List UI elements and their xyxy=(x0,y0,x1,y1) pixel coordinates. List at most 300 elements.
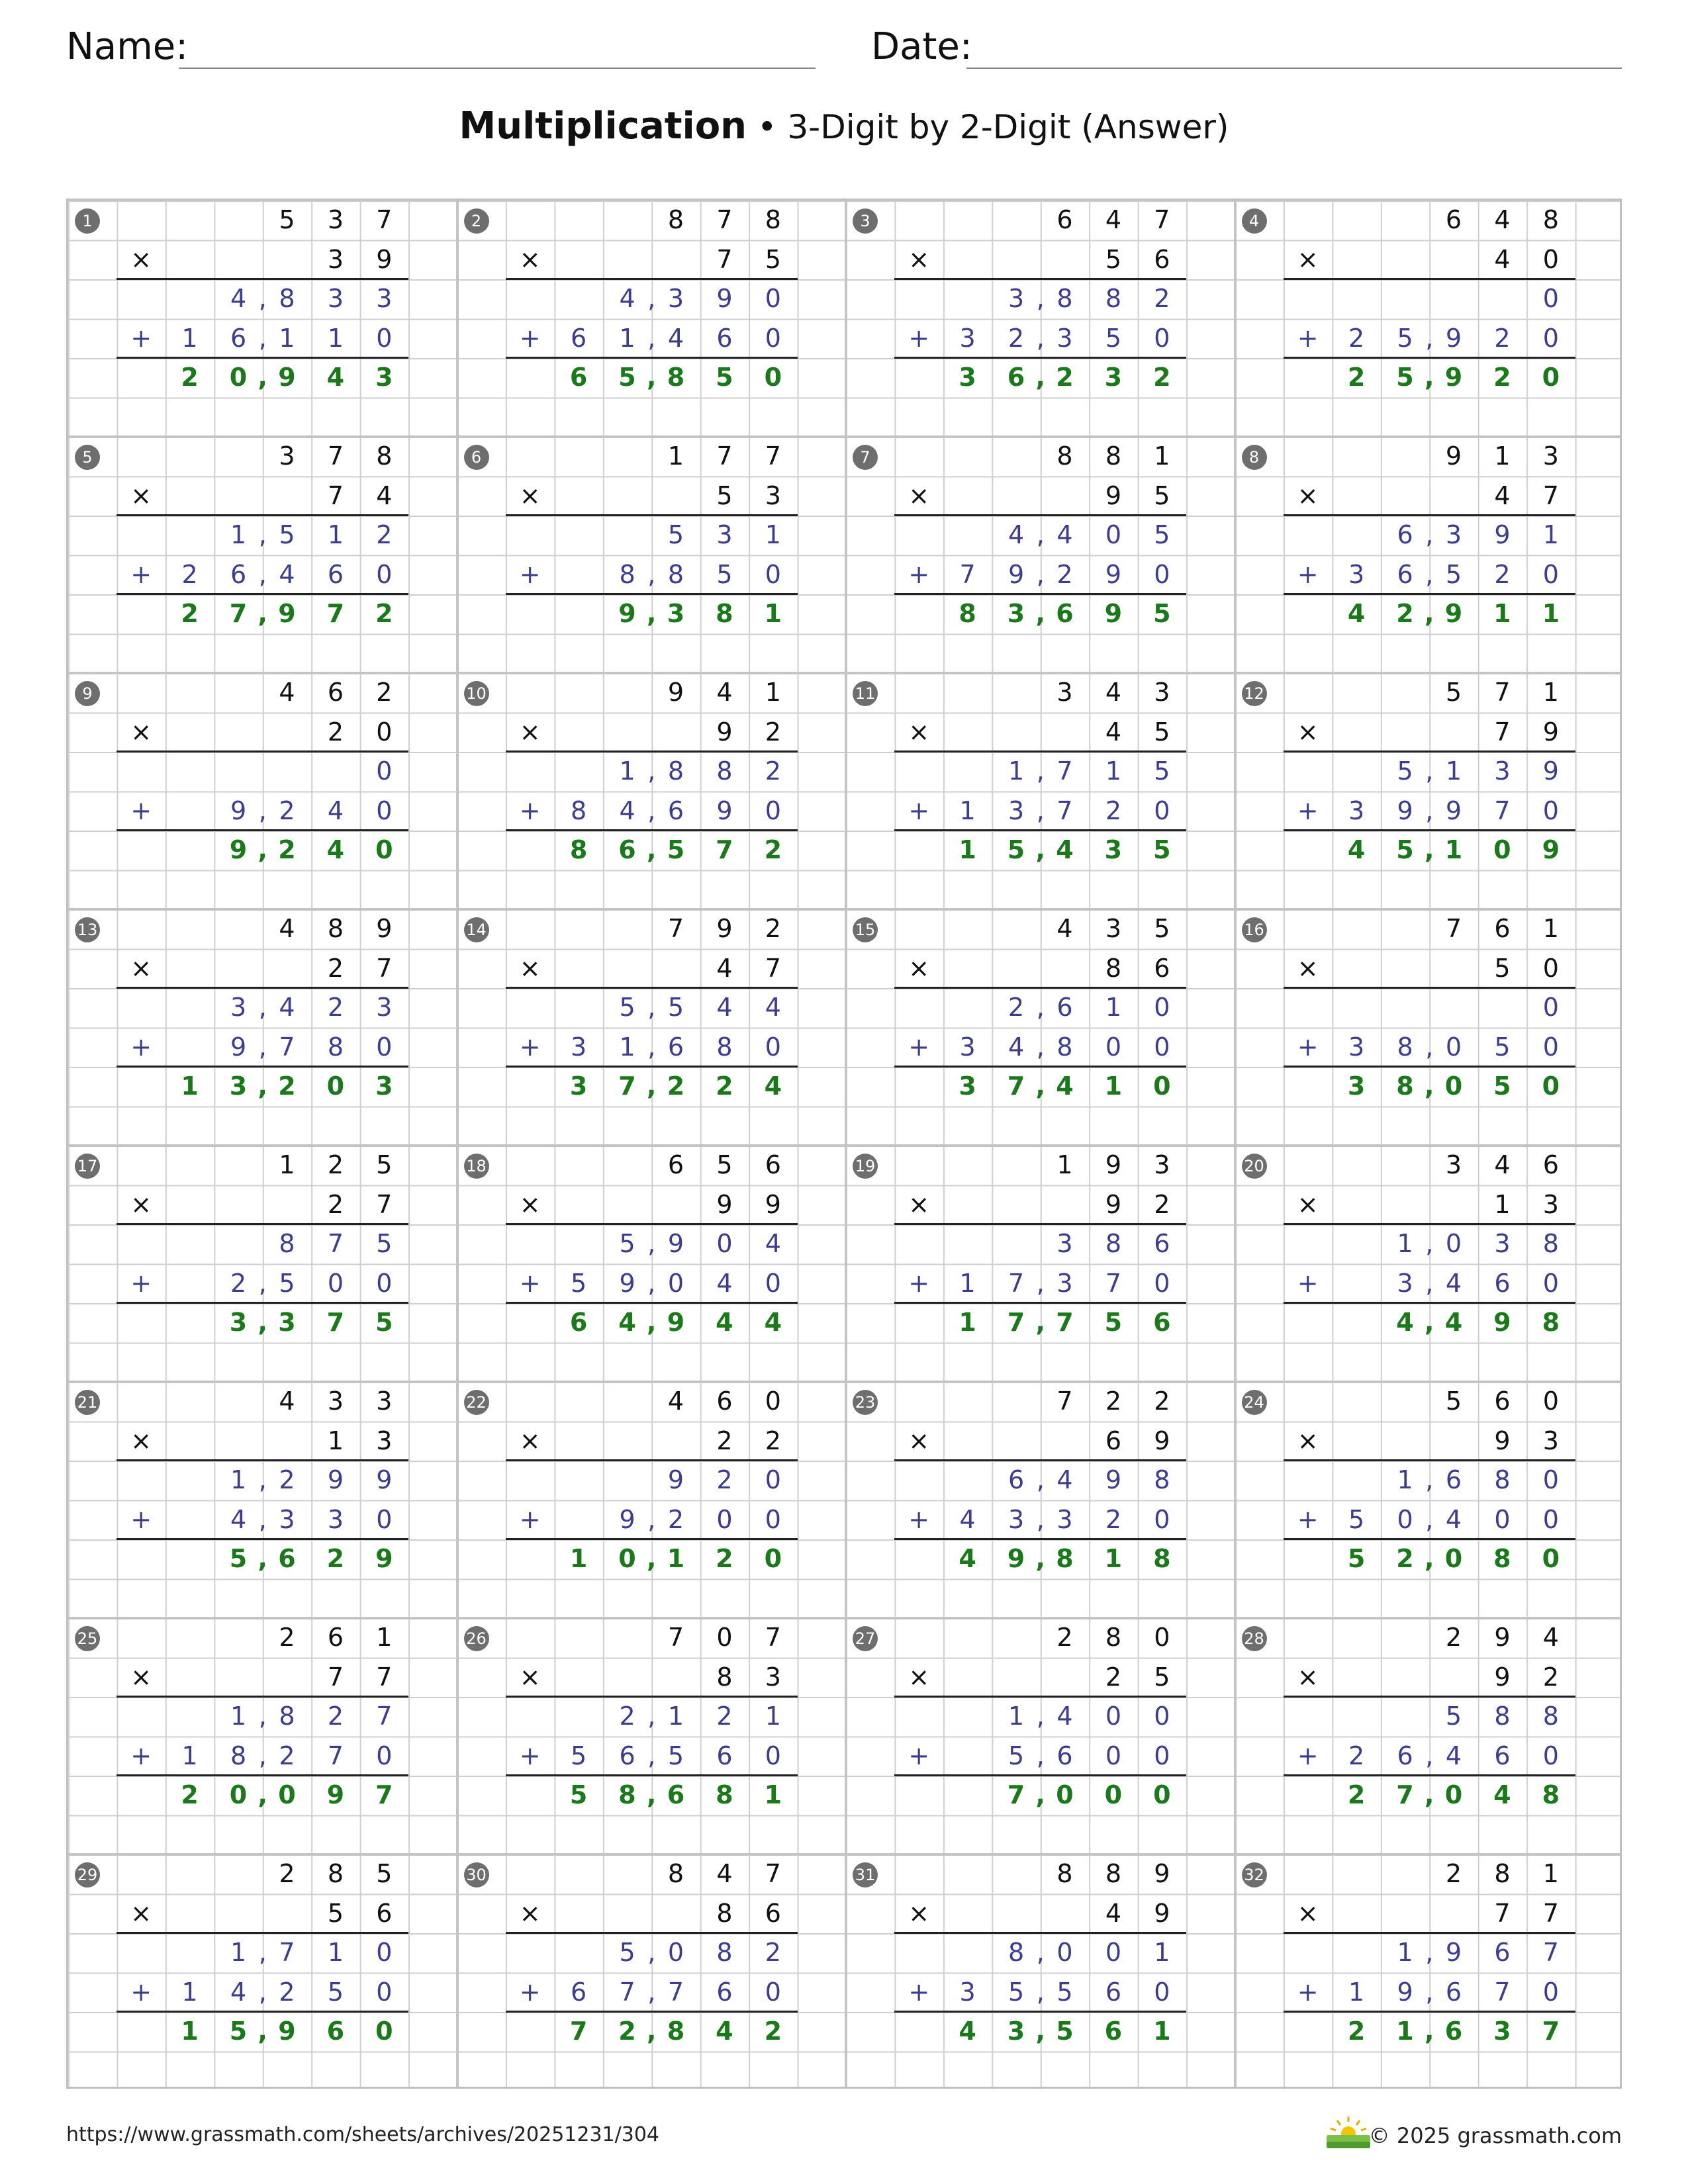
answer-comma: , xyxy=(1425,835,1434,864)
answer-digit: 5 xyxy=(1396,363,1414,392)
partial-product-2-digit: 8 xyxy=(716,1032,733,1062)
partial-product-2-digit: 6 xyxy=(667,796,684,825)
multiplier-digit: 7 xyxy=(376,1189,393,1219)
problem-27 xyxy=(846,1618,1235,1854)
partial-product-2-comma: , xyxy=(258,1977,267,2007)
partial-product-2-digit: 0 xyxy=(1105,1741,1121,1770)
partial-product-2-digit: 6 xyxy=(619,1741,635,1770)
times-sign: × xyxy=(1297,1662,1319,1692)
partial-product-1-digit: 4 xyxy=(1056,1702,1073,1731)
multiplier-digit: 9 xyxy=(765,1189,781,1219)
answer-digit: 1 xyxy=(764,599,782,628)
answer-digit: 3 xyxy=(1007,599,1025,628)
multiplicand-digit: 2 xyxy=(1445,1859,1462,1888)
partial-product-2-digit: 0 xyxy=(765,796,781,825)
problem-29 xyxy=(68,1854,457,2091)
partial-product-1-digit: 3 xyxy=(376,993,393,1022)
problem-9 xyxy=(68,673,457,909)
problem-number-badge: 18 xyxy=(464,1154,489,1179)
multiplier-digit: 1 xyxy=(1494,1189,1511,1219)
answer-digit: 5 xyxy=(1493,1071,1511,1101)
answer-comma: , xyxy=(258,1780,267,1809)
partial-product-1-digit: 1 xyxy=(230,1938,247,1967)
problem-number-badge: 6 xyxy=(464,445,489,470)
partial-product-1-digit: 5 xyxy=(1445,1702,1462,1731)
times-sign: × xyxy=(519,1898,541,1928)
plus-sign: + xyxy=(130,1032,152,1062)
multiplicand-digit: 7 xyxy=(765,441,781,471)
problem-number-badge: 7 xyxy=(853,445,878,470)
multiplier-digit: 9 xyxy=(1154,1898,1170,1928)
times-sign: × xyxy=(130,1898,152,1928)
partial-product-2-digit: 6 xyxy=(716,323,733,353)
answer-comma: , xyxy=(1035,363,1045,392)
multiplier-digit: 8 xyxy=(1105,953,1121,983)
answer-digit: 4 xyxy=(1056,1071,1074,1101)
partial-product-1-digit: 8 xyxy=(1542,1229,1559,1258)
partial-product-2-digit: 4 xyxy=(1008,1032,1025,1062)
multiplicand-digit: 0 xyxy=(765,1387,781,1416)
answer-comma: , xyxy=(1035,835,1045,864)
multiplicand-digit: 4 xyxy=(279,1387,295,1416)
answer-digit: 5 xyxy=(1347,1544,1366,1573)
answer-comma: , xyxy=(647,835,657,864)
partial-product-1-digit: 8 xyxy=(279,1702,295,1731)
partial-product-2-digit: 6 xyxy=(1494,1741,1511,1770)
partial-product-2-digit: 3 xyxy=(571,1032,587,1062)
multiplier-digit: 7 xyxy=(327,480,344,510)
multiplicand-digit: 3 xyxy=(376,1387,393,1416)
multiplicand-digit: 8 xyxy=(327,1859,344,1888)
partial-product-2-digit: 4 xyxy=(327,796,344,825)
answer-comma: , xyxy=(1425,599,1434,628)
partial-product-1-digit: 2 xyxy=(765,1938,781,1967)
times-sign: × xyxy=(908,1426,930,1455)
multiplicand-digit: 0 xyxy=(716,1623,733,1652)
partial-product-1-comma: , xyxy=(258,993,267,1022)
name-line xyxy=(179,68,816,69)
partial-product-2-digit: 1 xyxy=(619,323,635,353)
multiplier-digit: 5 xyxy=(1154,1662,1170,1692)
multiplicand-digit: 6 xyxy=(716,1387,733,1416)
multiplicand-digit: 3 xyxy=(1154,678,1170,707)
answer-digit: 8 xyxy=(959,599,976,628)
answer-digit: 8 xyxy=(1542,1308,1560,1337)
partial-product-1-digit: 8 xyxy=(1154,1465,1170,1494)
partial-product-1-digit: 9 xyxy=(1494,520,1511,549)
multiplier-digit: 0 xyxy=(376,717,393,747)
multiplier-digit: 4 xyxy=(1494,480,1511,510)
answer-digit: 9 xyxy=(375,1544,393,1573)
partial-product-1-digit: 1 xyxy=(1542,520,1559,549)
answer-comma: , xyxy=(647,599,657,628)
partial-product-1-digit: 1 xyxy=(230,520,247,549)
partial-product-2-digit: 9 xyxy=(1397,796,1413,825)
partial-product-2-digit: 0 xyxy=(376,1504,393,1534)
partial-product-2-digit: 5 xyxy=(1105,323,1121,353)
answer-digit: 8 xyxy=(667,363,685,392)
problem-8 xyxy=(1235,437,1624,673)
times-sign: × xyxy=(130,480,152,510)
multiplicand-digit: 8 xyxy=(1105,441,1121,471)
partial-product-1-digit: 3 xyxy=(1494,756,1511,786)
multiplier-digit: 9 xyxy=(716,717,733,747)
partial-product-1-digit: 5 xyxy=(619,1229,635,1258)
answer-digit: 9 xyxy=(1007,1544,1025,1573)
partial-product-1-digit: 5 xyxy=(619,1938,635,1967)
partial-product-1-digit: 5 xyxy=(376,1229,393,1258)
partial-product-1-digit: 4 xyxy=(765,993,781,1022)
partial-product-2-digit: 3 xyxy=(959,1032,976,1062)
partial-product-1-digit: 1 xyxy=(765,1702,781,1731)
partial-product-1-comma: , xyxy=(1425,1229,1434,1258)
partial-product-1-digit: 1 xyxy=(1397,1938,1413,1967)
answer-digit: 5 xyxy=(1007,835,1025,864)
multiplicand-digit: 9 xyxy=(1494,1623,1511,1652)
partial-product-2-digit: 0 xyxy=(327,1268,344,1298)
partial-product-2-digit: 2 xyxy=(279,1741,295,1770)
answer-digit: 6 xyxy=(1153,1308,1171,1337)
partial-product-2-digit: 6 xyxy=(1445,1977,1462,2007)
partial-product-1-digit: 1 xyxy=(230,1702,247,1731)
problem-number-badge: 21 xyxy=(75,1390,100,1415)
answer-digit: 5 xyxy=(1056,2017,1074,2046)
partial-product-2-digit: 4 xyxy=(619,796,635,825)
multiplicand-digit: 7 xyxy=(1056,1387,1073,1416)
problem-number-badge: 27 xyxy=(853,1626,878,1651)
answer-digit: 8 xyxy=(569,835,588,864)
partial-product-2-comma: , xyxy=(1425,1977,1434,2007)
answer-digit: 9 xyxy=(1493,1308,1511,1337)
partial-product-2-digit: 5 xyxy=(571,1268,587,1298)
plus-sign: + xyxy=(130,796,152,825)
answer-digit: 7 xyxy=(1007,1071,1025,1101)
partial-product-1-comma: , xyxy=(647,993,656,1022)
partial-product-1-digit: 0 xyxy=(1105,520,1121,549)
problem-28 xyxy=(1235,1618,1624,1854)
multiplicand-digit: 8 xyxy=(1494,1859,1511,1888)
partial-product-2-digit: 9 xyxy=(716,796,733,825)
partial-product-2-comma: , xyxy=(258,1741,267,1770)
partial-product-2-comma: , xyxy=(647,559,656,589)
answer-digit: 5 xyxy=(1396,835,1414,864)
partial-product-1-digit: 0 xyxy=(1445,1229,1462,1258)
partial-product-2-digit: 7 xyxy=(279,1032,295,1062)
answer-digit: 2 xyxy=(1493,363,1511,392)
multiplicand-digit: 9 xyxy=(1445,441,1462,471)
multiplicand-digit: 4 xyxy=(667,1387,684,1416)
multiplicand-digit: 2 xyxy=(1154,1387,1170,1416)
answer-digit: 0 xyxy=(1153,1071,1171,1101)
times-sign: × xyxy=(908,717,930,747)
answer-digit: 2 xyxy=(764,835,782,864)
multiplier-digit: 5 xyxy=(1105,244,1121,274)
answer-digit: 8 xyxy=(716,599,733,628)
partial-product-1-digit: 0 xyxy=(1105,1938,1121,1967)
partial-product-1-digit: 0 xyxy=(1542,993,1559,1022)
title-main: Multiplication xyxy=(459,105,747,148)
partial-product-2-digit: 7 xyxy=(1056,796,1073,825)
title-sub: • 3-Digit by 2-Digit (Answer) xyxy=(757,108,1229,146)
problem-number-badge: 20 xyxy=(1242,1154,1267,1179)
partial-product-2-digit: 4 xyxy=(959,1504,976,1534)
answer-digit: 6 xyxy=(326,2017,345,2046)
partial-product-1-comma: , xyxy=(1036,284,1045,313)
times-sign: × xyxy=(1297,1426,1319,1455)
answer-comma: , xyxy=(647,2017,657,2046)
answer-digit: 9 xyxy=(278,363,296,392)
partial-product-2-digit: 6 xyxy=(1494,1268,1511,1298)
plus-sign: + xyxy=(1297,1741,1319,1770)
answer-comma: , xyxy=(258,2017,267,2046)
multiplicand-digit: 6 xyxy=(327,1623,344,1652)
answer-digit: 2 xyxy=(618,2017,636,2046)
partial-product-2-digit: 9 xyxy=(1105,559,1121,589)
answer-digit: 6 xyxy=(569,1308,588,1337)
answer-digit: 4 xyxy=(716,2017,733,2046)
problem-26 xyxy=(457,1618,847,1854)
problem-5 xyxy=(68,437,457,673)
answer-digit: 3 xyxy=(375,363,393,392)
partial-product-1-comma: , xyxy=(1425,1465,1434,1494)
partial-product-2-digit: 0 xyxy=(765,1741,781,1770)
partial-product-2-digit: 3 xyxy=(327,1504,344,1534)
partial-product-1-comma: , xyxy=(647,1938,656,1967)
times-sign: × xyxy=(1297,717,1319,747)
partial-product-2-digit: 0 xyxy=(1542,323,1559,353)
answer-digit: 1 xyxy=(667,1544,685,1573)
partial-product-2-digit: 0 xyxy=(1105,1032,1121,1062)
partial-product-2-digit: 5 xyxy=(667,1741,684,1770)
answer-digit: 6 xyxy=(1444,2017,1463,2046)
problem-22 xyxy=(457,1382,847,1618)
partial-product-1-digit: 8 xyxy=(716,756,733,786)
multiplicand-digit: 8 xyxy=(376,441,393,471)
partial-product-1-digit: 1 xyxy=(1154,1938,1170,1967)
partial-product-2-digit: 0 xyxy=(1542,1977,1559,2007)
problem-14 xyxy=(457,909,847,1146)
answer-digit: 0 xyxy=(278,1780,296,1809)
answer-digit: 3 xyxy=(1007,2017,1025,2046)
multiplier-digit: 6 xyxy=(1105,1426,1121,1455)
answer-digit: 2 xyxy=(1056,363,1074,392)
answer-digit: 4 xyxy=(764,1308,782,1337)
answer-comma: , xyxy=(1425,2017,1434,2046)
problem-10 xyxy=(457,673,847,909)
partial-product-2-digit: 7 xyxy=(959,559,976,589)
partial-product-2-comma: , xyxy=(258,559,267,589)
multiplicand-digit: 7 xyxy=(765,1859,781,1888)
multiplier-digit: 3 xyxy=(765,1662,781,1692)
partial-product-2-comma: , xyxy=(1036,1268,1045,1298)
plus-sign: + xyxy=(1297,1268,1319,1298)
partial-product-1-comma: , xyxy=(1425,520,1434,549)
answer-digit: 7 xyxy=(1056,1308,1074,1337)
answer-digit: 3 xyxy=(278,1308,296,1337)
problem-30 xyxy=(457,1854,847,2091)
answer-digit: 8 xyxy=(667,2017,685,2046)
partial-product-1-digit: 3 xyxy=(1494,1229,1511,1258)
answer-digit: 9 xyxy=(1104,599,1123,628)
multiplier-digit: 5 xyxy=(1154,480,1170,510)
answer-digit: 7 xyxy=(375,1780,393,1809)
partial-product-2-digit: 8 xyxy=(619,559,635,589)
problem-7 xyxy=(846,437,1235,673)
multiplicand-digit: 3 xyxy=(1154,1150,1170,1179)
problem-number-badge: 25 xyxy=(75,1626,100,1651)
partial-product-1-digit: 6 xyxy=(1397,520,1413,549)
multiplicand-digit: 4 xyxy=(1542,1623,1559,1652)
answer-digit: 4 xyxy=(1396,1308,1414,1337)
answer-digit: 4 xyxy=(1056,835,1074,864)
answer-digit: 4 xyxy=(326,835,345,864)
answer-comma: , xyxy=(1035,2017,1045,2046)
partial-product-1-digit: 3 xyxy=(327,284,344,313)
partial-product-1-comma: , xyxy=(1036,1702,1045,1731)
partial-product-1-digit: 0 xyxy=(1542,284,1559,313)
answer-digit: 0 xyxy=(1542,363,1560,392)
multiplicand-digit: 5 xyxy=(376,1150,393,1179)
plus-sign: + xyxy=(130,1741,152,1770)
multiplicand-digit: 4 xyxy=(1494,205,1511,234)
partial-product-2-comma: , xyxy=(258,1504,267,1534)
partial-product-2-digit: 7 xyxy=(667,1977,684,2007)
partial-product-2-comma: , xyxy=(647,1032,656,1062)
partial-product-2-digit: 5 xyxy=(571,1741,587,1770)
multiplicand-digit: 7 xyxy=(667,1623,684,1652)
answer-digit: 7 xyxy=(618,1071,636,1101)
partial-product-2-digit: 6 xyxy=(1397,559,1413,589)
partial-product-2-digit: 0 xyxy=(1154,1268,1170,1298)
partial-product-2-digit: 5 xyxy=(327,1977,344,2007)
multiplicand-digit: 4 xyxy=(1494,1150,1511,1179)
partial-product-1-digit: 2 xyxy=(765,756,781,786)
partial-product-1-digit: 6 xyxy=(1154,1229,1170,1258)
answer-digit: 0 xyxy=(1056,1780,1074,1809)
multiplicand-digit: 2 xyxy=(279,1623,295,1652)
partial-product-1-digit: 2 xyxy=(1008,993,1025,1022)
multiplicand-digit: 2 xyxy=(279,1859,295,1888)
partial-product-2-digit: 2 xyxy=(1348,323,1365,353)
multiplicand-digit: 3 xyxy=(327,1387,344,1416)
partial-product-1-digit: 8 xyxy=(1056,284,1073,313)
problem-1 xyxy=(68,201,457,437)
partial-product-2-digit: 0 xyxy=(765,1504,781,1534)
name-label: Name: xyxy=(66,25,189,68)
answer-digit: 3 xyxy=(1493,2017,1511,2046)
answer-digit: 2 xyxy=(1153,363,1171,392)
partial-product-1-digit: 6 xyxy=(1494,1938,1511,1967)
multiplicand-digit: 2 xyxy=(376,678,393,707)
answer-comma: , xyxy=(647,1780,657,1809)
partial-product-1-digit: 3 xyxy=(1056,1229,1073,1258)
answer-digit: 4 xyxy=(764,1071,782,1101)
partial-product-2-digit: 4 xyxy=(279,559,295,589)
partial-product-1-digit: 2 xyxy=(716,1465,733,1494)
partial-product-2-digit: 0 xyxy=(765,1032,781,1062)
partial-product-1-digit: 1 xyxy=(1397,1465,1413,1494)
problem-21 xyxy=(68,1382,457,1618)
multiplier-digit: 3 xyxy=(765,480,781,510)
partial-product-1-digit: 0 xyxy=(1542,1465,1559,1494)
multiplier-digit: 4 xyxy=(716,953,733,983)
multiplier-digit: 7 xyxy=(716,244,733,274)
partial-product-2-digit: 2 xyxy=(1105,796,1121,825)
partial-product-1-digit: 5 xyxy=(667,520,684,549)
partial-product-2-digit: 0 xyxy=(1445,1032,1462,1062)
answer-digit: 2 xyxy=(1347,1780,1366,1809)
problem-18 xyxy=(457,1146,847,1382)
multiplicand-digit: 9 xyxy=(716,914,733,943)
partial-product-1-digit: 9 xyxy=(1542,756,1559,786)
multiplicand-digit: 8 xyxy=(1056,441,1073,471)
answer-digit: 7 xyxy=(1396,1780,1414,1809)
partial-product-1-digit: 0 xyxy=(667,1938,684,1967)
partial-product-1-digit: 3 xyxy=(716,520,733,549)
multiplicand-digit: 4 xyxy=(1105,678,1121,707)
answer-digit: 0 xyxy=(764,363,782,392)
problem-32 xyxy=(1235,1854,1624,2091)
partial-product-1-comma: , xyxy=(1425,1938,1434,1967)
multiplier-digit: 3 xyxy=(1542,1189,1559,1219)
partial-product-2-comma: , xyxy=(647,323,656,353)
partial-product-1-digit: 8 xyxy=(1542,1702,1559,1731)
answer-digit: 9 xyxy=(229,835,248,864)
multiplicand-digit: 0 xyxy=(1154,1623,1170,1652)
partial-product-2-digit: 0 xyxy=(765,1268,781,1298)
answer-digit: 2 xyxy=(1396,599,1414,628)
partial-product-1-digit: 5 xyxy=(279,520,295,549)
answer-comma: , xyxy=(1425,1780,1434,1809)
multiplier-digit: 7 xyxy=(1494,1898,1511,1928)
partial-product-2-digit: 9 xyxy=(1397,1977,1413,2007)
problem-24 xyxy=(1235,1382,1624,1618)
answer-comma: , xyxy=(258,835,267,864)
partial-product-1-digit: 7 xyxy=(376,1702,393,1731)
partial-product-1-digit: 3 xyxy=(1008,284,1025,313)
partial-product-1-digit: 3 xyxy=(376,284,393,313)
partial-product-2-digit: 1 xyxy=(327,323,344,353)
problem-number-badge: 10 xyxy=(464,681,489,706)
multiplicand-digit: 5 xyxy=(279,205,295,234)
partial-product-1-digit: 1 xyxy=(1008,1702,1025,1731)
answer-digit: 1 xyxy=(1493,599,1511,628)
problem-2 xyxy=(457,201,847,437)
multiplicand-digit: 6 xyxy=(327,678,344,707)
answer-digit: 3 xyxy=(1104,363,1123,392)
partial-product-2-digit: 0 xyxy=(1397,1504,1413,1534)
answer-digit: 5 xyxy=(618,363,636,392)
partial-product-1-digit: 8 xyxy=(716,1938,733,1967)
answer-digit: 0 xyxy=(229,1780,248,1809)
partial-product-1-digit: 7 xyxy=(1542,1938,1559,1967)
answer-digit: 2 xyxy=(716,1544,733,1573)
plus-sign: + xyxy=(908,1741,930,1770)
multiplier-digit: 3 xyxy=(376,1426,393,1455)
plus-sign: + xyxy=(130,323,152,353)
footer-url: https://www.grassmath.com/sheets/archives/20251231/304 xyxy=(66,2123,660,2146)
partial-product-1-digit: 4 xyxy=(1056,1465,1073,1494)
multiplicand-digit: 3 xyxy=(1542,441,1559,471)
partial-product-2-digit: 2 xyxy=(1348,1741,1365,1770)
problem-grid xyxy=(66,199,1622,2089)
answer-digit: 9 xyxy=(278,599,296,628)
partial-product-2-digit: 4 xyxy=(1445,1268,1462,1298)
partial-product-1-comma: , xyxy=(258,1938,267,1967)
multiplier-digit: 7 xyxy=(376,953,393,983)
partial-product-2-digit: 9 xyxy=(619,1504,635,1534)
answer-comma: , xyxy=(647,1071,657,1101)
